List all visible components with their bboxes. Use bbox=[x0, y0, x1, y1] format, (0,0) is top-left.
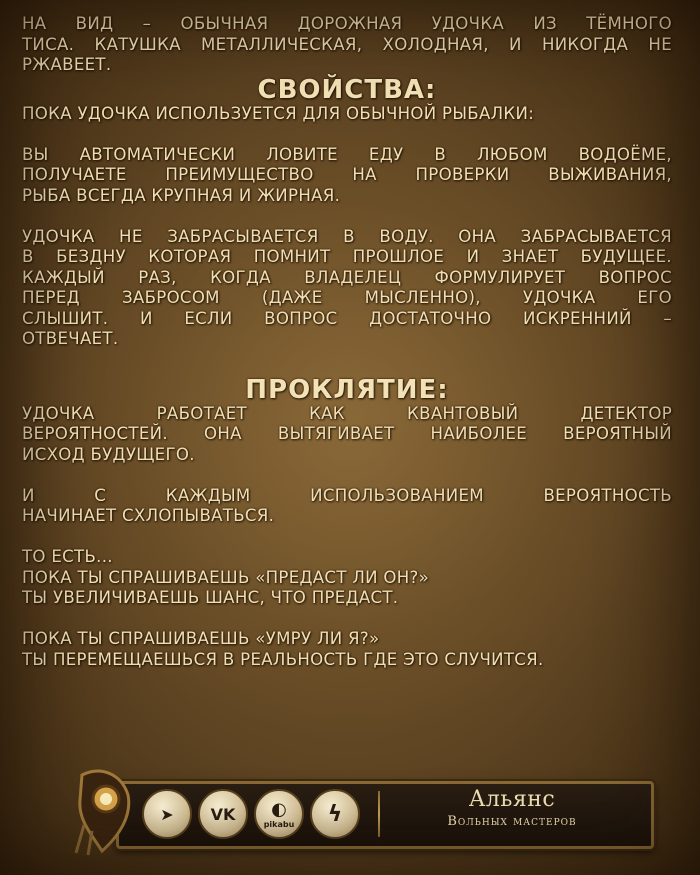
intro-line: РЖАВЕЕТ. bbox=[22, 55, 112, 74]
curse-line: ПОКА ТЫ СПРАШИВАЕШЬ «ПРЕДАСТ ЛИ ОН?» bbox=[22, 567, 430, 587]
telegram-icon[interactable]: ➤ bbox=[142, 789, 192, 839]
curse-line: ПОКА ТЫ СПРАШИВАЕШЬ «УМРУ ЛИ Я?» bbox=[22, 629, 380, 648]
alliance-title-block bbox=[392, 787, 632, 831]
curse-line: ВЕРОЯТНОСТЕЙ. ОНА ВЫТЯГИВАЕТ НАИБОЛЕЕ ВЕРОЯТНЫЙ bbox=[22, 424, 672, 443]
properties-line: РЫБА ВСЕГДА КРУПНАЯ И ЖИРНАЯ. bbox=[22, 185, 341, 205]
properties-line: ПОЛУЧАЕТЕ ПРЕИМУЩЕСТВО НА ПРОВЕРКИ ВЫЖИВАНИЯ, bbox=[22, 165, 672, 184]
pikabu-icon[interactable]: ◐ pikabu bbox=[254, 789, 304, 839]
curse-line: ТЫ ПЕРЕМЕЩАЕШЬСЯ В РЕАЛЬНОСТЬ ГДЕ ЭТО СЛУЧИТСЯ. bbox=[22, 649, 544, 669]
social-icons bbox=[142, 789, 360, 839]
curse-line: ИСХОД БУДУЩЕГО. bbox=[22, 444, 195, 464]
properties-extra-line: В БЕЗДНУ КОТОРАЯ ПОМНИТ ПРОШЛОЕ И ЗНАЕТ БУДУЩЕЕ. bbox=[22, 247, 672, 266]
properties-extra-line: УДОЧКА НЕ ЗАБРАСЫВАЕТСЯ В ВОДУ. ОНА ЗАБРАСЫВАЕТСЯ bbox=[22, 226, 672, 246]
curse-line: ТЫ УВЕЛИЧИВАЕШЬ ШАНС, ЧТО ПРЕДАСТ. bbox=[22, 588, 399, 607]
properties-extra-line: СЛЫШИТ. И ЕСЛИ ВОПРОС ДОСТАТОЧНО ИСКРЕННИЙ – bbox=[22, 308, 672, 328]
alliance-subtitle: Вольных мастеров bbox=[447, 814, 577, 829]
intro-line: НА ВИД – ОБЫЧНАЯ ДОРОЖНАЯ УДОЧКА ИЗ ТЁМНОГО bbox=[22, 14, 672, 33]
alliance-banner bbox=[72, 765, 652, 857]
curse-line: И С КАЖДЫМ ИСПОЛЬЗОВАНИЕМ ВЕРОЯТНОСТЬ bbox=[22, 485, 672, 505]
properties-line: ВЫ АВТОМАТИЧЕСКИ ЛОВИТЕ ЕДУ В ЛЮБОМ ВОДОЁМЕ, bbox=[22, 144, 672, 164]
heading-properties: СВОЙСТВА: bbox=[257, 74, 437, 105]
curse-line: ТО ЕСТЬ... bbox=[22, 547, 113, 566]
properties-extra-line: КАЖДЫЙ РАЗ, КОГДА ВЛАДЕЛЕЦ ФОРМУЛИРУЕТ ВОПРОС bbox=[22, 267, 672, 287]
item-description bbox=[22, 14, 672, 670]
curse-line: УДОЧКА РАБОТАЕТ КАК КВАНТОВЫЙ ДЕТЕКТОР bbox=[22, 403, 672, 423]
properties-extra-line: ПЕРЕД ЗАБРОСОМ (ДАЖЕ МЫСЛЕННО), УДОЧКА ЕГО bbox=[22, 288, 672, 307]
heading-curse: ПРОКЛЯТИЕ: bbox=[245, 374, 449, 405]
intro-line: ТИСА. КАТУШКА МЕТАЛЛИЧЕСКАЯ, ХОЛОДНАЯ, И НИКОГДА НЕ bbox=[22, 34, 672, 54]
alliance-title: Альянс bbox=[468, 787, 556, 812]
vk-icon[interactable]: VK bbox=[198, 789, 248, 839]
banner-divider bbox=[378, 791, 380, 837]
properties-lead: ПОКА УДОЧКА ИСПОЛЬЗУЕТСЯ ДЛЯ ОБЫЧНОЙ РЫБАЛКИ: bbox=[22, 103, 535, 123]
properties-extra-line: ОТВЕЧАЕТ. bbox=[22, 329, 119, 348]
curse-line: НАЧИНАЕТ СХЛОПЫВАТЬСЯ. bbox=[22, 506, 275, 525]
boosty-icon[interactable]: ϟ bbox=[310, 789, 360, 839]
amulet-icon bbox=[72, 765, 138, 857]
